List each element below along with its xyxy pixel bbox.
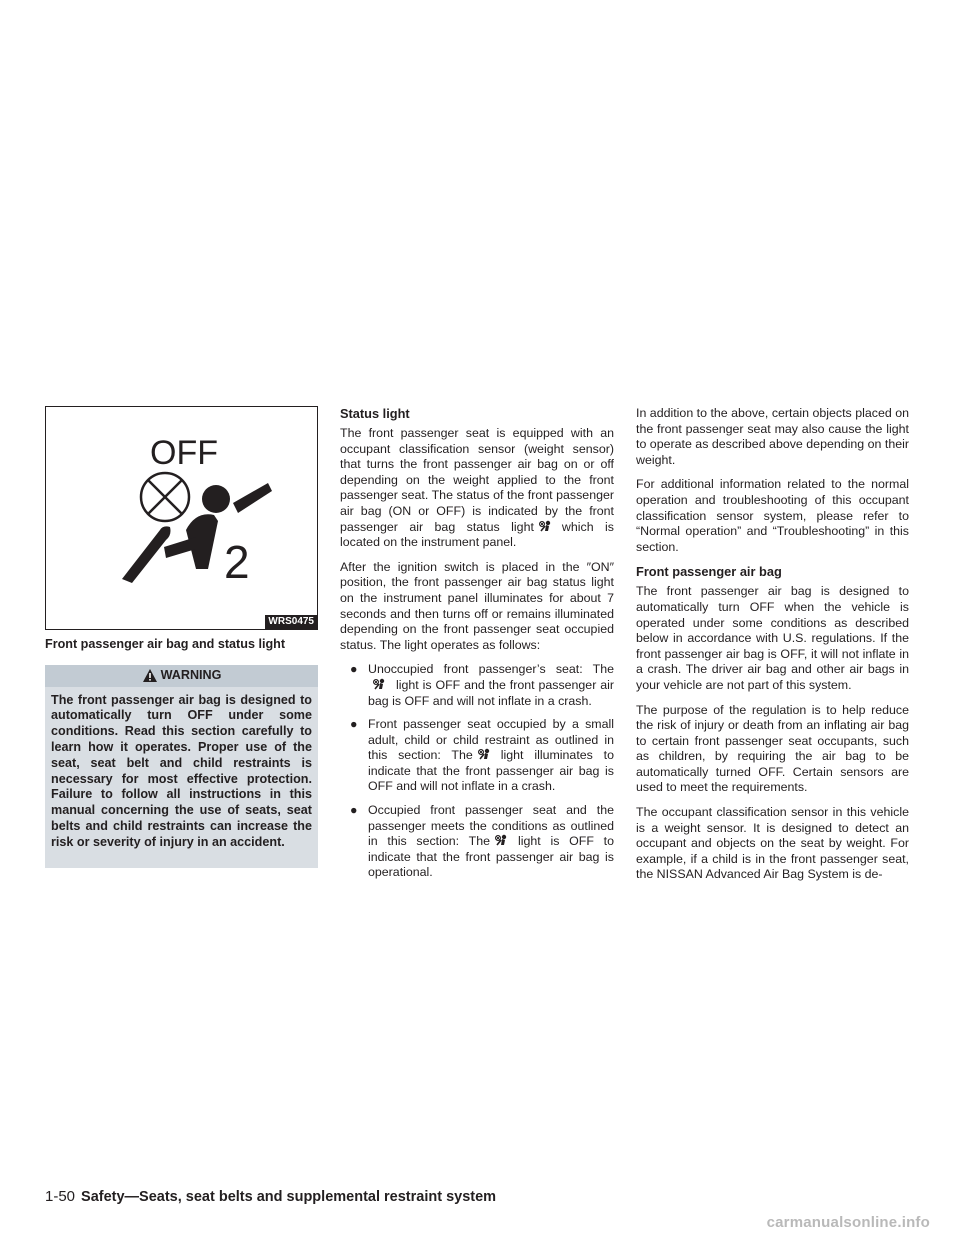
page-footer: [45, 1188, 496, 1205]
paragraph: In addition to the above, certain objects placed on the front passenger seat may also cause the light to operate as described above depending on their weight.: [636, 406, 909, 467]
chapter-title: Safety—Seats, seat belts and supplemental restraint system: [81, 1189, 497, 1205]
bullet-dot: ●: [350, 717, 358, 732]
paragraph: The purpose of the regulation is to help reduce the risk of injury or death from an inflating air bag to certain front passenger seat occupants, such as children, by requiring the air bag to be automatically turned OFF. Certain sensors are used to meet the requirements.: [636, 702, 909, 795]
watermark: carmanualsonline.info: [766, 1214, 930, 1231]
status-light-paragraph-1: [340, 426, 614, 551]
column-1: [45, 406, 318, 868]
column-2: [340, 406, 614, 889]
airbag-off-illustration: [46, 407, 317, 629]
warning-title: WARNING: [160, 667, 222, 682]
passenger-airbag-status-icon: [372, 678, 388, 691]
status-light-p1-part-a: The front passenger seat is equipped with an occupant classification sensor (weight sensor) that turns the front passenger air bag on or off depending on the weight applied to the front passenger seat. The status of the front passenger air bag (ON or OFF) is indicated by the front passenger air bag status light: [340, 426, 614, 534]
bullet-1-part-a: Unoccupied front passenger’s seat: The: [368, 662, 614, 677]
list-item: [350, 803, 614, 881]
status-light-p1-part-b: which is located on the instrument panel.: [340, 519, 614, 550]
paragraph: The occupant classification sensor in this vehicle is a weight sensor. It is designed to detect an occupant and objects on the seat by weight. For example, if a child is in the front passenger seat, the NISSAN Advanced Air Bag System is de-: [636, 805, 909, 882]
bullet-2-part-b: light illuminates to indicate that the front passenger air bag is OFF and will not inflate in a crash.: [368, 748, 615, 794]
status-light-list: [340, 662, 614, 881]
bullet-dot: ●: [350, 662, 358, 677]
paragraph: For additional information related to the normal operation and troubleshooting of this occupant classification sensor system, please refer to “Normal operation” and “Troubleshooting” in this section.: [636, 477, 909, 554]
bullet-1-part-b: light is OFF and the front passenger air bag is OFF and will not inflate in a crash.: [368, 677, 614, 708]
bullet-dot: ●: [350, 803, 358, 818]
bullet-3-part-a: Occupied front passenger seat and the passenger meets the conditions as outlined in this section: The: [368, 803, 614, 849]
passenger-airbag-status-icon: [494, 834, 510, 847]
list-item: [350, 662, 614, 709]
figure-seat-number: 2: [224, 536, 250, 588]
passenger-airbag-status-icon: [477, 748, 493, 761]
status-light-heading: Status light: [340, 406, 410, 421]
front-passenger-airbag-heading: Front passenger air bag: [636, 564, 782, 580]
figure-code: WRS0475: [265, 615, 317, 629]
bullet-3-part-b: light is OFF to indicate that the front passenger air bag is operational.: [368, 834, 614, 880]
warning-triangle-icon: [142, 668, 158, 683]
status-light-paragraph-2: After the ignition switch is placed in the ″ON″ position, the front passenger air bag status light on the instrument panel illuminates for about 7 seconds and then turns off or remains illuminated depending on the front passenger seat occupied status. The light operates as follows:: [340, 559, 614, 652]
airbag-off-figure: [45, 406, 318, 630]
paragraph: The front passenger air bag is designed to automatically turn OFF when the vehicle is operated under some conditions as described below in accordance with U.S. regulations. If the front passenger air bag is OFF, it will not inflate in a crash. The driver air bag and other air bags in your vehicle are not part of this system.: [636, 584, 909, 692]
column-3: [636, 406, 909, 892]
figure-caption: Front passenger air bag and status light: [45, 637, 286, 651]
warning-header: [45, 665, 318, 687]
warning-box: [45, 665, 318, 868]
page-number: 1-50: [45, 1188, 76, 1205]
warning-text: The front passenger air bag is designed to automatically turn OFF under some conditions. Read this section carefully to learn how it operates. Proper use of the seat, seat belt and child restraints is necessary for most effective protection. Failure to follow all instructions in this manual concerning the use of seats, seat belts and child restraints can increase the risk or severity of injury in an accident.: [51, 692, 312, 849]
list-item: [350, 717, 614, 795]
bullet-2-part-a: Front passenger seat occupied by a small adult, child or child restraint as outlined in this section: The: [368, 717, 614, 763]
passenger-airbag-status-icon: [538, 520, 554, 533]
figure-off-label: OFF: [150, 434, 218, 472]
